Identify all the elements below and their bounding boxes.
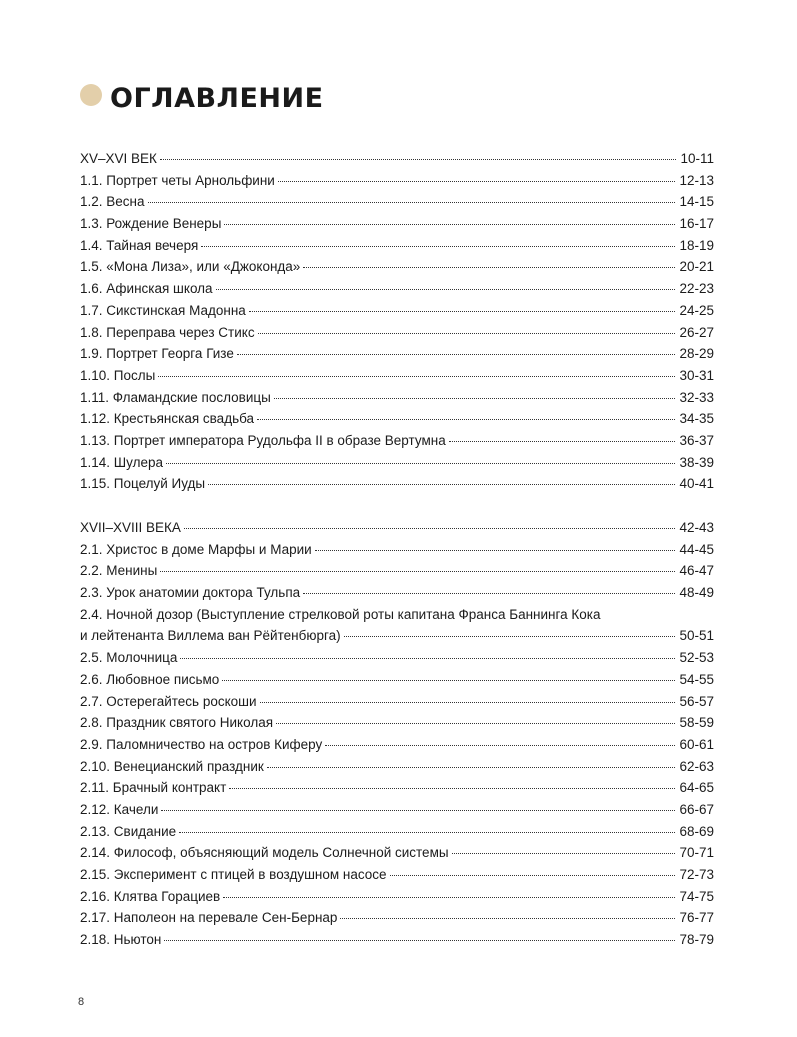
toc-entry-label: 2.16. Клятва Горациев (80, 888, 221, 904)
dot-leader (229, 788, 675, 789)
toc-page-range: 40-41 (679, 476, 714, 492)
toc-entry-label-line1[interactable]: 2.4. Ночной дозор (Выступление стрелковой роты капитана Франса Баннинга Кока (80, 606, 601, 622)
toc-section-title: XV–XVI ВЕК (80, 151, 157, 166)
toc-page-range: 42-43 (679, 520, 714, 535)
toc-entry-label: 1.7. Сикстинская Мадонна (80, 302, 246, 318)
toc-page-range: 66-67 (679, 801, 714, 817)
toc-entry-label: и лейтенанта Виллема ван Рёйтенбюрга) (80, 628, 341, 644)
toc-page-range: 46-47 (679, 563, 714, 579)
toc-entry[interactable] (80, 864, 714, 886)
toc-entry[interactable] (80, 821, 714, 843)
toc-entry[interactable] (80, 907, 714, 929)
toc-page-range: 60-61 (679, 736, 714, 752)
toc-entry[interactable] (80, 799, 714, 821)
dot-leader (278, 181, 676, 182)
toc-entry[interactable] (80, 452, 714, 474)
toc-entry[interactable] (80, 756, 714, 778)
toc-page-range: 16-17 (679, 216, 714, 232)
dot-leader (216, 289, 676, 290)
toc-entry-label: 2.15. Эксперимент с птицей в воздушном насосе (80, 867, 387, 882)
toc-entry-label: 2.5. Молочница (80, 650, 178, 666)
toc-entry-label: 1.6. Афинская школа (80, 281, 213, 297)
toc-entry-label: 1.13. Портрет императора Рудольфа II в образе Вертумна (80, 432, 446, 448)
toc-entry-label: 2.7. Остерегайтесь роскоши (80, 693, 257, 709)
toc-page-range: 48-49 (679, 585, 714, 601)
dot-leader (160, 571, 675, 572)
toc-entry-label: 2.17. Наполеон на перевале Сен-Бернар (80, 910, 338, 926)
toc-page-range: 10-11 (680, 151, 714, 166)
toc-entry-label: 2.9. Паломничество на остров Киферу (80, 736, 323, 752)
toc-page-range: 20-21 (679, 259, 714, 275)
dot-leader (276, 723, 675, 724)
dot-leader (340, 918, 675, 919)
toc-entry[interactable] (80, 560, 714, 582)
accent-dot-icon (80, 84, 102, 106)
toc-entry-label: 1.3. Рождение Венеры (80, 216, 222, 232)
dot-leader (222, 680, 675, 681)
toc-entry-label: 2.6. Любовное письмо (80, 671, 220, 687)
toc-entry[interactable] (80, 278, 714, 300)
toc-page-range: 68-69 (679, 823, 714, 839)
toc-page-range: 54-55 (679, 671, 714, 687)
toc-entry-label: 1.9. Портрет Георга Гизе (80, 346, 234, 362)
toc-entry-label: 2.13. Свидание (80, 823, 177, 839)
dot-leader (208, 484, 675, 485)
toc-entry-label: 2.8. Праздник святого Николая (80, 715, 274, 731)
toc-entry[interactable] (80, 625, 714, 647)
toc-entry-label: 2.18. Ньютон (80, 932, 162, 948)
toc-entry-label: 1.4. Тайная вечеря (80, 237, 199, 253)
dot-leader (303, 593, 675, 594)
toc-page-range: 44-45 (679, 541, 714, 557)
toc-entry-label: 1.8. Переправа через Стикс (80, 324, 255, 340)
toc-entry[interactable] (80, 929, 714, 951)
toc-page-range: 24-25 (679, 302, 714, 318)
toc-page-range: 34-35 (679, 411, 714, 427)
dot-leader (260, 702, 676, 703)
toc-entry[interactable] (80, 691, 714, 713)
toc-entry[interactable] (80, 647, 714, 669)
toc-entry[interactable] (80, 213, 714, 235)
toc-section-title: XVII–XVIII ВЕКА (80, 520, 181, 535)
dot-leader (237, 354, 676, 355)
toc-page-range: 32-33 (679, 389, 714, 405)
toc-entry[interactable] (80, 191, 714, 213)
toc-entry[interactable] (80, 300, 714, 322)
dot-leader (201, 246, 675, 247)
dot-leader (166, 463, 675, 464)
toc-header (80, 78, 324, 118)
dot-leader (267, 767, 676, 768)
toc-page-range: 12-13 (679, 172, 714, 188)
toc-page-range: 26-27 (679, 324, 714, 340)
toc-entry-label: 1.1. Портрет четы Арнольфини (80, 172, 275, 188)
toc-entry[interactable] (80, 582, 714, 604)
toc-entry-label: 1.12. Крестьянская свадьба (80, 411, 255, 427)
toc-entry[interactable] (80, 343, 714, 365)
dot-leader (164, 940, 675, 941)
dot-leader (344, 636, 676, 637)
toc-entry[interactable] (80, 170, 714, 192)
toc-page-range: 76-77 (679, 910, 714, 926)
page-number: 8 (78, 996, 85, 1008)
toc-page-range: 38-39 (679, 454, 714, 470)
toc-entry[interactable] (80, 669, 714, 691)
toc-page-range: 36-37 (679, 432, 714, 448)
dot-leader (315, 550, 676, 551)
toc-page-range: 74-75 (679, 888, 714, 904)
toc-entry[interactable] (80, 712, 714, 734)
dot-leader (390, 875, 676, 876)
toc-page-range: 28-29 (679, 346, 714, 362)
page-title: ОГЛАВЛЕНИЕ (110, 82, 324, 114)
dot-leader (179, 832, 675, 833)
toc-entry[interactable] (80, 473, 714, 495)
toc-entry[interactable] (80, 539, 714, 561)
dot-leader (180, 658, 675, 659)
toc-entry-label: 2.14. Философ, объясняющий модель Солнечной системы (80, 845, 449, 861)
toc-entry-label: 1.15. Поцелуй Иуды (80, 476, 206, 492)
toc-section (80, 148, 714, 495)
dot-leader (161, 810, 675, 811)
toc-section-heading[interactable] (80, 517, 714, 539)
toc-page-range: 72-73 (679, 867, 714, 882)
dot-leader (224, 224, 675, 225)
toc-entry[interactable] (80, 430, 714, 452)
toc-page-range: 50-51 (679, 628, 714, 644)
toc-entry-label: 2.2. Менины (80, 563, 158, 579)
dot-leader (303, 267, 675, 268)
toc-entry[interactable] (80, 408, 714, 430)
toc-section (80, 517, 714, 951)
dot-leader (158, 376, 675, 377)
toc-entry-label: 1.14. Шулера (80, 454, 164, 470)
toc-entry[interactable] (80, 256, 714, 278)
dot-leader (274, 398, 676, 399)
dot-leader (160, 159, 677, 160)
toc-page-range: 56-57 (679, 693, 714, 709)
toc-section-heading[interactable] (80, 148, 714, 170)
toc-entry[interactable] (80, 886, 714, 908)
toc-entry[interactable] (80, 777, 714, 799)
toc-page-range: 64-65 (679, 780, 714, 796)
toc-page-range: 52-53 (679, 650, 714, 666)
table-of-contents (80, 148, 714, 951)
toc-entry-label: 2.3. Урок анатомии доктора Тульпа (80, 585, 301, 601)
toc-entry[interactable] (80, 387, 714, 409)
toc-entry[interactable] (80, 734, 714, 756)
toc-page-range: 14-15 (679, 194, 714, 210)
dot-leader (184, 528, 676, 529)
toc-entry-label: 2.1. Христос в доме Марфы и Марии (80, 541, 312, 557)
toc-entry[interactable] (80, 365, 714, 387)
toc-page-range: 62-63 (679, 758, 714, 774)
toc-entry-label: 1.2. Весна (80, 194, 145, 210)
toc-page-range: 58-59 (679, 715, 714, 731)
toc-entry-label: 1.11. Фламандские пословицы (80, 389, 271, 405)
dot-leader (223, 897, 675, 898)
toc-entry-label: 1.5. «Мона Лиза», или «Джоконда» (80, 259, 301, 275)
dot-leader (452, 853, 676, 854)
toc-entry-label: 2.12. Качели (80, 801, 159, 817)
dot-leader (148, 202, 676, 203)
toc-entry-label: 2.10. Венецианский праздник (80, 758, 264, 774)
toc-page-range: 78-79 (679, 932, 714, 948)
toc-entry-label: 2.11. Брачный контракт (80, 780, 227, 796)
dot-leader (325, 745, 675, 746)
dot-leader (258, 333, 676, 334)
toc-entry-label: 1.10. Послы (80, 367, 156, 383)
dot-leader (449, 441, 676, 442)
dot-leader (257, 419, 675, 420)
toc-page-range: 70-71 (679, 845, 714, 861)
toc-entry[interactable] (80, 235, 714, 257)
toc-page-range: 18-19 (679, 237, 714, 253)
toc-page-range: 22-23 (679, 281, 714, 297)
toc-entry[interactable] (80, 322, 714, 344)
toc-entry[interactable] (80, 842, 714, 864)
toc-page-range: 30-31 (679, 367, 714, 383)
dot-leader (249, 311, 676, 312)
